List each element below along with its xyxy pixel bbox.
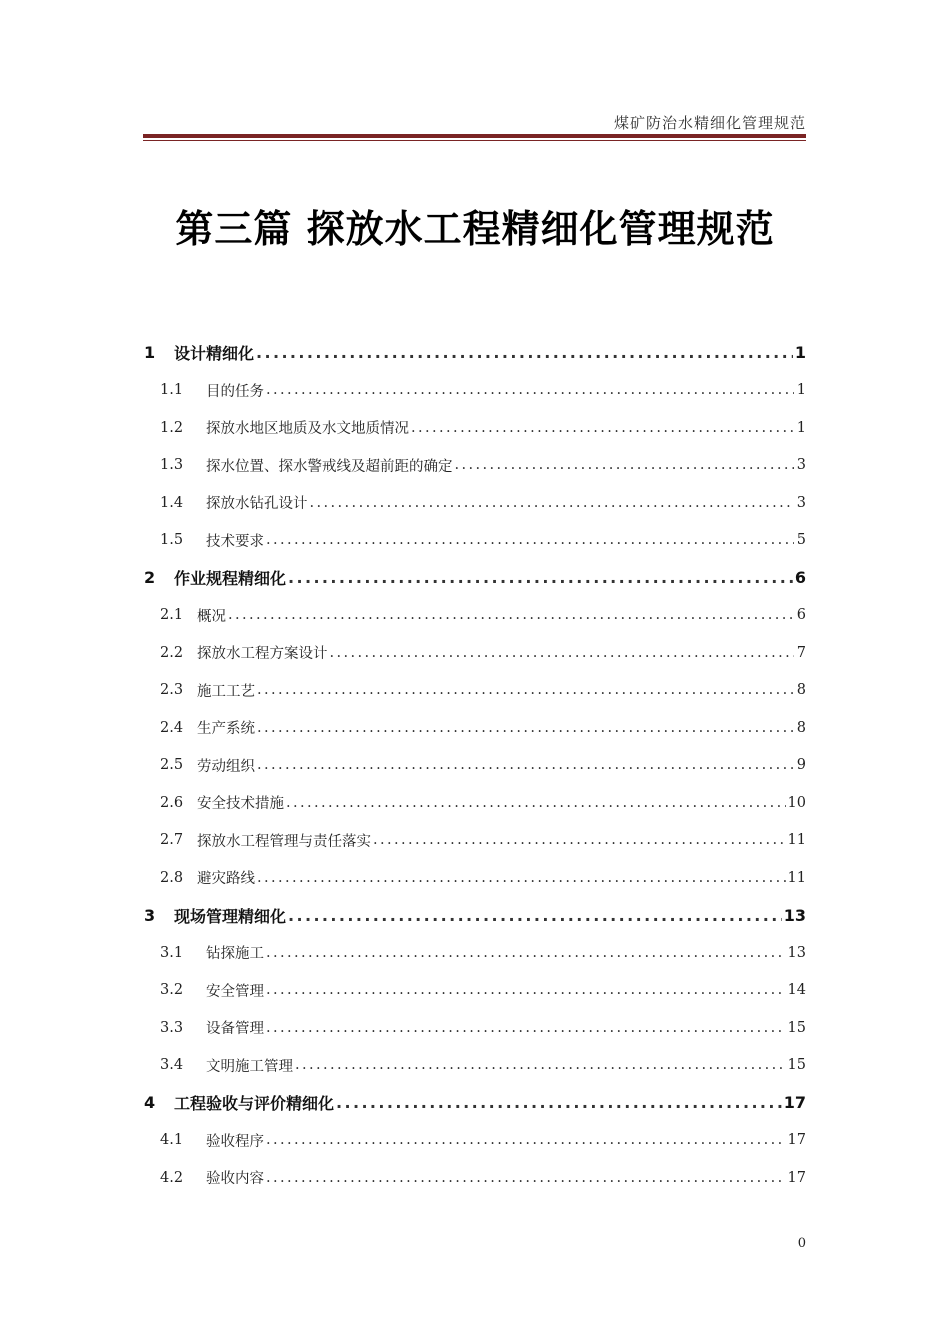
toc-entry-page: 14 bbox=[787, 982, 806, 999]
toc-entry-number: 1.2 bbox=[160, 419, 184, 436]
toc-entry-number: 4.2 bbox=[160, 1169, 184, 1186]
toc-entry-page: 3 bbox=[796, 494, 806, 511]
toc-entry-number: 3.1 bbox=[160, 944, 184, 961]
toc-entry-section[interactable] bbox=[144, 634, 806, 672]
toc-entry-page: 17 bbox=[787, 1132, 806, 1149]
toc-leader-dots bbox=[286, 795, 786, 811]
toc-entry-label: 现场管理精细化 bbox=[174, 906, 287, 926]
toc-entry-label: 设计精细化 bbox=[174, 344, 255, 364]
toc-leader-dots bbox=[228, 607, 794, 623]
toc-entry-section[interactable] bbox=[144, 934, 806, 972]
toc-entry-label: 探放水钻孔设计 bbox=[206, 496, 308, 513]
toc-entry-page: 11 bbox=[787, 869, 806, 886]
toc-entry-label: 避灾路线 bbox=[197, 871, 255, 888]
toc-leader-dots bbox=[330, 645, 795, 661]
toc-entry-label: 施工工艺 bbox=[197, 683, 255, 700]
toc-entry-number: 1.3 bbox=[160, 457, 184, 474]
toc-leader-dots bbox=[256, 343, 793, 362]
toc-entry-section[interactable] bbox=[144, 972, 806, 1010]
toc-entry-page: 6 bbox=[796, 607, 806, 624]
toc-entry-page: 10 bbox=[787, 794, 806, 811]
toc-entry-section[interactable] bbox=[144, 484, 806, 522]
toc-entry-label: 生产系统 bbox=[197, 721, 255, 738]
toc-leader-dots bbox=[310, 495, 795, 511]
toc-entry-number: 4.1 bbox=[160, 1132, 184, 1149]
toc-entry-number: 1.1 bbox=[160, 382, 184, 399]
toc-entry-page: 1 bbox=[796, 419, 806, 436]
toc-leader-dots bbox=[266, 532, 794, 548]
toc-leader-dots bbox=[411, 420, 794, 436]
toc-entry-section[interactable] bbox=[144, 1159, 806, 1197]
toc-leader-dots bbox=[257, 720, 794, 736]
toc-entry-section[interactable] bbox=[144, 409, 806, 447]
toc-entry-page: 17 bbox=[783, 1093, 806, 1113]
toc-leader-dots bbox=[288, 568, 793, 587]
toc-entry-chapter[interactable] bbox=[144, 559, 806, 597]
toc-leader-dots bbox=[455, 457, 795, 473]
toc-entry-label: 文明施工管理 bbox=[206, 1058, 293, 1075]
running-header: 煤矿防治水精细化管理规范 bbox=[613, 114, 806, 132]
page-title: 第三篇 探放水工程精细化管理规范 bbox=[175, 207, 775, 251]
toc-entry-page: 13 bbox=[787, 944, 806, 961]
toc-entry-label: 安全管理 bbox=[206, 983, 264, 1000]
toc-entry-label: 探水位置、探水警戒线及超前距的确定 bbox=[206, 458, 453, 475]
toc-entry-section[interactable] bbox=[144, 1122, 806, 1160]
toc-entry-number: 2.7 bbox=[160, 832, 184, 849]
toc-entry-number: 2.1 bbox=[160, 607, 184, 624]
toc-leader-dots bbox=[288, 906, 782, 925]
toc-entry-section[interactable] bbox=[144, 1009, 806, 1047]
toc-entry-page: 17 bbox=[787, 1169, 806, 1186]
toc-entry-section[interactable] bbox=[144, 784, 806, 822]
toc-entry-label: 概况 bbox=[197, 608, 226, 625]
toc-entry-section[interactable] bbox=[144, 672, 806, 710]
toc-entry-number: 1 bbox=[144, 343, 156, 363]
toc-entry-label: 工程验收与评价精细化 bbox=[174, 1094, 335, 1114]
toc-entry-label: 验收程序 bbox=[206, 1133, 264, 1150]
toc-leader-dots bbox=[257, 682, 794, 698]
toc-leader-dots bbox=[266, 1170, 786, 1186]
toc-entry-label: 劳动组织 bbox=[197, 758, 255, 775]
toc-entry-label: 目的任务 bbox=[206, 383, 264, 400]
toc-entry-label: 验收内容 bbox=[206, 1171, 264, 1188]
header-rule-thin bbox=[143, 140, 806, 141]
toc-leader-dots bbox=[336, 1093, 782, 1112]
toc-leader-dots bbox=[257, 757, 794, 773]
toc-entry-page: 11 bbox=[787, 832, 806, 849]
footer-page-number: 0 bbox=[797, 1236, 806, 1251]
toc-entry-chapter[interactable] bbox=[144, 897, 806, 935]
toc-leader-dots bbox=[266, 382, 794, 398]
toc-entry-page: 5 bbox=[796, 532, 806, 549]
toc-entry-number: 1.5 bbox=[160, 532, 184, 549]
toc-entry-chapter[interactable] bbox=[144, 334, 806, 372]
toc-leader-dots bbox=[266, 1020, 786, 1036]
toc-entry-page: 13 bbox=[783, 905, 806, 925]
toc-entry-page: 6 bbox=[794, 568, 806, 588]
toc-leader-dots bbox=[257, 870, 786, 886]
toc-entry-number: 2.3 bbox=[160, 682, 184, 699]
toc-entry-section[interactable] bbox=[144, 709, 806, 747]
toc-entry-label: 安全技术措施 bbox=[197, 796, 284, 813]
toc-entry-page: 8 bbox=[796, 719, 806, 736]
toc-entry-section[interactable] bbox=[144, 859, 806, 897]
toc-entry-section[interactable] bbox=[144, 597, 806, 635]
toc-entry-label: 探放水地区地质及水文地质情况 bbox=[206, 421, 409, 438]
toc-entry-section[interactable] bbox=[144, 372, 806, 410]
toc-entry-number: 2.6 bbox=[160, 794, 184, 811]
toc-entry-label: 技术要求 bbox=[206, 533, 264, 550]
toc-entry-section[interactable] bbox=[144, 447, 806, 485]
toc-entry-number: 2.8 bbox=[160, 869, 184, 886]
toc-entry-number: 3.4 bbox=[160, 1057, 184, 1074]
toc-entry-number: 2.4 bbox=[160, 719, 184, 736]
toc-leader-dots bbox=[266, 1132, 786, 1148]
table-of-contents bbox=[0, 334, 950, 1197]
toc-entry-number: 4 bbox=[144, 1093, 156, 1113]
toc-entry-number: 2.5 bbox=[160, 757, 184, 774]
toc-entry-label: 作业规程精细化 bbox=[174, 569, 287, 589]
toc-entry-section[interactable] bbox=[144, 522, 806, 560]
toc-entry-page: 7 bbox=[796, 644, 806, 661]
header-rule-thick bbox=[143, 134, 806, 138]
toc-entry-page: 15 bbox=[787, 1057, 806, 1074]
toc-entry-page: 8 bbox=[796, 682, 806, 699]
toc-leader-dots bbox=[266, 982, 786, 998]
toc-entry-label: 钻探施工 bbox=[206, 946, 264, 963]
toc-entry-label: 探放水工程管理与责任落实 bbox=[197, 833, 371, 850]
toc-entry-number: 3.3 bbox=[160, 1019, 184, 1036]
toc-entry-page: 15 bbox=[787, 1019, 806, 1036]
toc-leader-dots bbox=[373, 832, 786, 848]
toc-leader-dots bbox=[266, 945, 786, 961]
toc-entry-section[interactable] bbox=[144, 747, 806, 785]
toc-leader-dots bbox=[295, 1057, 786, 1073]
toc-entry-chapter[interactable] bbox=[144, 1084, 806, 1122]
toc-entry-number: 2.2 bbox=[160, 644, 184, 661]
toc-entry-page: 1 bbox=[796, 382, 806, 399]
toc-entry-number: 3.2 bbox=[160, 982, 184, 999]
toc-entry-number: 3 bbox=[144, 905, 156, 925]
toc-entry-label: 探放水工程方案设计 bbox=[197, 646, 328, 663]
toc-entry-section[interactable] bbox=[144, 1047, 806, 1085]
toc-entry-page: 9 bbox=[796, 757, 806, 774]
toc-entry-section[interactable] bbox=[144, 822, 806, 860]
toc-entry-page: 1 bbox=[794, 343, 806, 363]
toc-entry-number: 2 bbox=[144, 568, 156, 588]
toc-entry-label: 设备管理 bbox=[206, 1021, 264, 1038]
toc-entry-page: 3 bbox=[796, 457, 806, 474]
toc-entry-number: 1.4 bbox=[160, 494, 184, 511]
